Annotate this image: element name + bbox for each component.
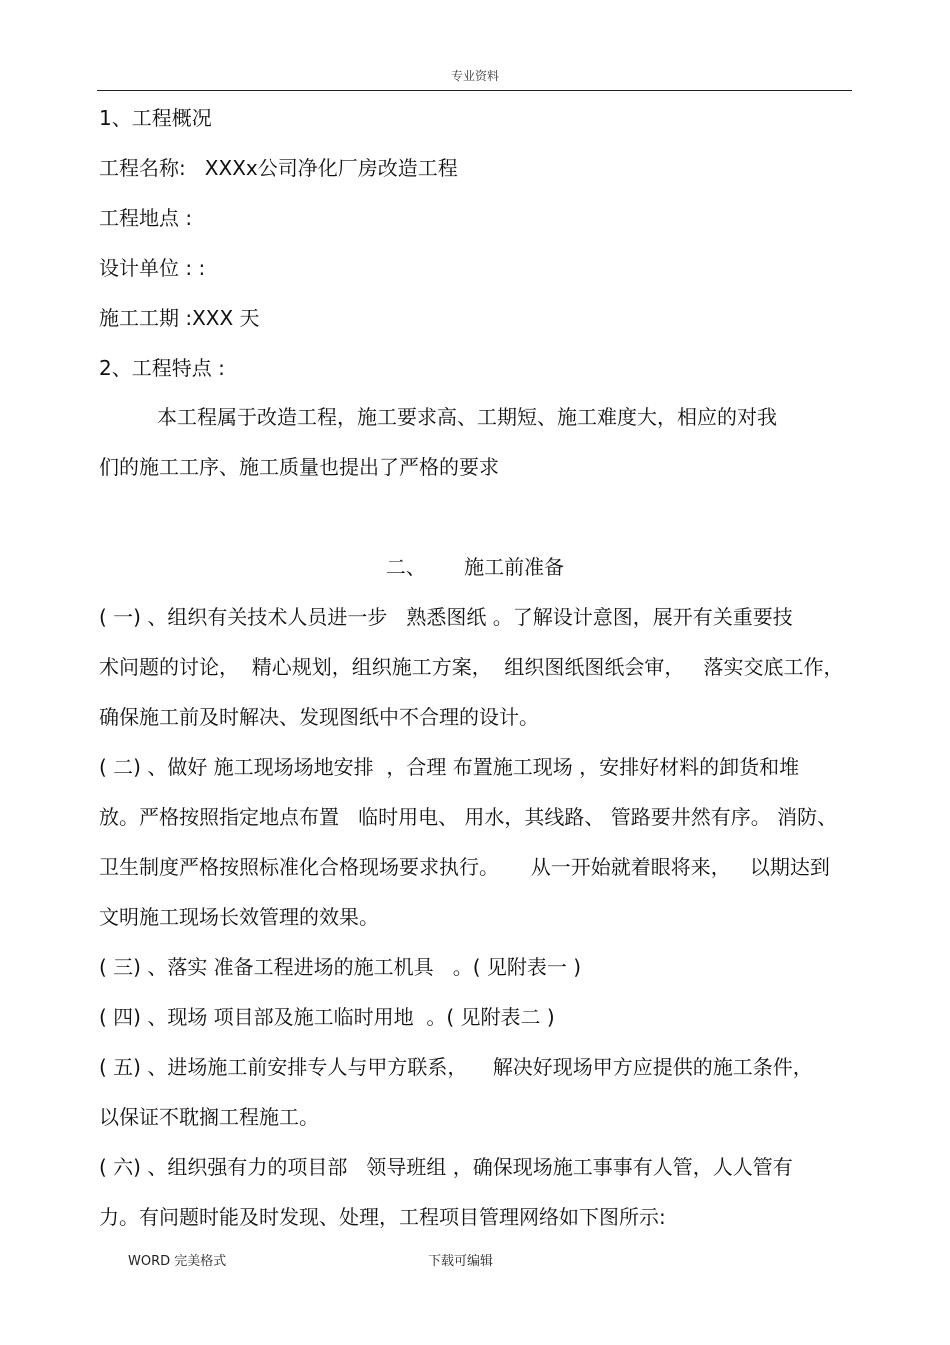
body-line: 卫生制度严格按照标准化合格现场要求执行。 从一开始就着眼将来， 以期达到 (99, 855, 830, 879)
features-paragraph-line: 们的施工工序、施工质量也提出了严格的要求 (99, 455, 499, 479)
project-location-line: 工程地点 : (99, 206, 193, 230)
body-line: ( 六) 、组织强有力的项目部 领导班组 ，确保现场施工事事有人管，人人管有 (99, 1155, 793, 1179)
project-name-line: 工程名称: XXXx公司净化厂房改造工程 (99, 156, 458, 180)
body-line: 术问题的讨论， 精心规划，组织施工方案， 组织图纸图纸会审， 落实交底工作， (99, 655, 844, 679)
construction-period-line: 施工工期 :XXX 天 (99, 306, 260, 330)
features-heading: 2、工程特点 : (99, 356, 225, 380)
design-unit-line: 设计单位 : : (99, 256, 206, 280)
features-paragraph-line: 本工程属于改造工程，施工要求高、工期短、施工难度大，相应的对我 (157, 405, 777, 429)
footer-left: WORD 完美格式 (128, 1254, 227, 1269)
body-line: 力。有问题时能及时发现、处理，工程项目管理网络如下图所示: (99, 1205, 666, 1229)
body-line: 放。严格按照指定地点布置 临时用电、 用水，其线路、 管路要井然有序。 消防、 (99, 805, 838, 829)
body-line: 文明施工现场长效管理的效果。 (99, 905, 379, 929)
body-line: ( 五) 、进场施工前安排专人与甲方联系， 解决好现场甲方应提供的施工条件， (99, 1055, 813, 1079)
body-line: ( 四) 、现场 项目部及施工临时用地 。( 见附表二 ) (99, 1005, 555, 1029)
footer-right: 下载可编辑 (428, 1254, 494, 1269)
header-rule (97, 90, 852, 91)
body-line: 确保施工前及时解决、发现图纸中不合理的设计。 (99, 705, 539, 729)
page-header: 专业资料 (450, 69, 499, 83)
body-line: 以保证不耽搁工程施工。 (99, 1105, 319, 1129)
body-line: ( 二) 、做好 施工现场场地安排 ，合理 布置施工现场 ，安排好材料的卸货和堆 (99, 755, 800, 779)
body-line: ( 三) 、落实 准备工程进场的施工机具 。( 见附表一 ) (99, 955, 582, 979)
overview-heading: 1、工程概况 (99, 106, 212, 130)
section-title: 二、 施工前准备 (385, 555, 565, 579)
body-line: ( 一) 、组织有关技术人员进一步 熟悉图纸 。了解设计意图，展开有关重要技 (99, 605, 793, 629)
